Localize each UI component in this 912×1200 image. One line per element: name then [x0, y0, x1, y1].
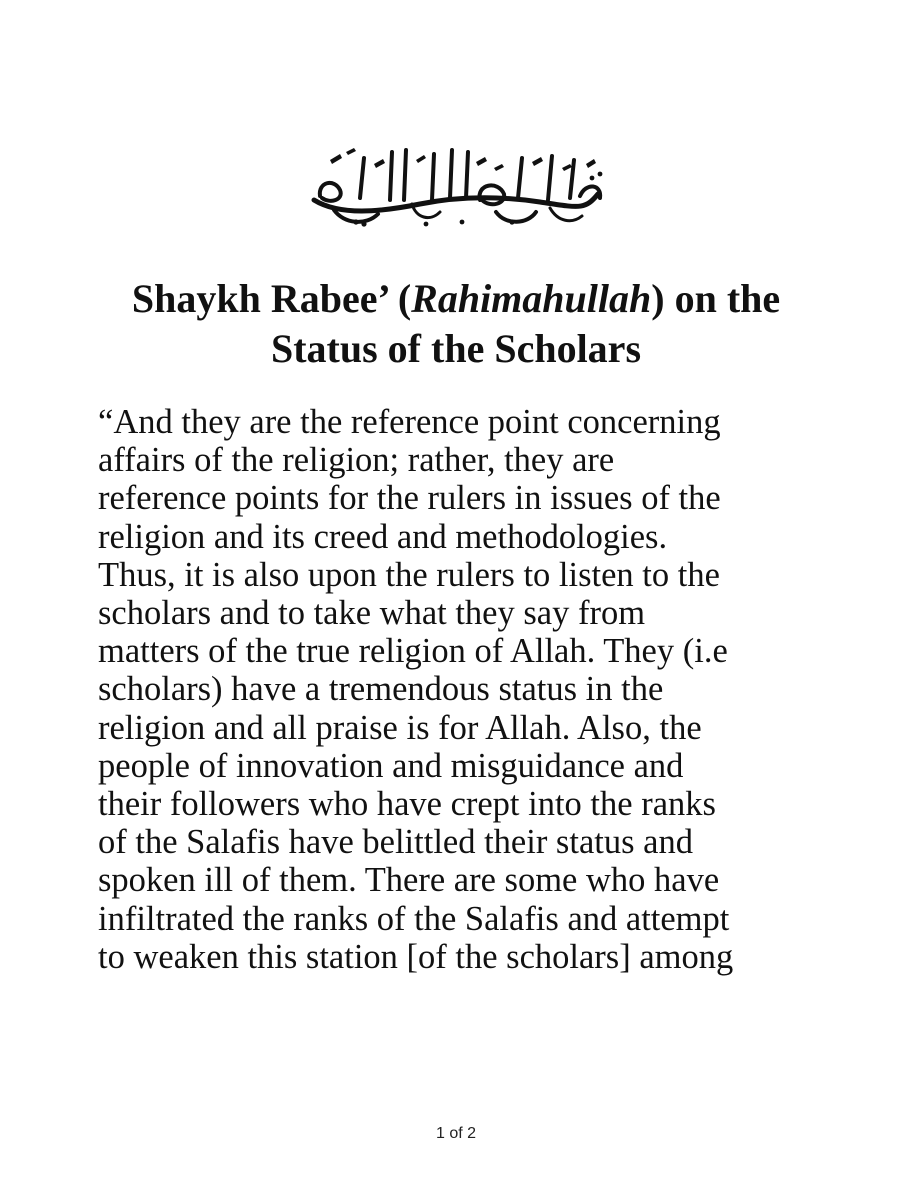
body-line: religion and its creed and methodologies.: [98, 517, 668, 556]
body-line: infiltrated the ranks of the Salafis and attempt: [98, 899, 730, 938]
title-honorific: Rahimahullah: [411, 276, 652, 321]
body-line: their followers who have crept into the ranks: [98, 785, 716, 824]
body-line: Thus, it is also upon the rulers to listen to the: [98, 555, 720, 594]
body-line: religion and all praise is for Allah. Also, the: [98, 708, 702, 747]
title-line2: Status of the Scholars: [270, 326, 642, 371]
body-line: to weaken this station [of the scholars] among: [98, 937, 734, 976]
body-line: “And they are the reference point concerning: [98, 403, 721, 441]
body-line: affairs of the religion; rather, they are: [98, 441, 615, 480]
body-line: scholars) have a tremendous status in the: [98, 670, 664, 709]
body-line: spoken ill of them. There are some who have: [98, 861, 720, 900]
body-line: people of innovation and misguidance and: [98, 746, 684, 785]
document-title: [60, 274, 852, 374]
title-line1-end: ) on the: [651, 276, 781, 321]
title-line1-start: Shaykh Rabee’ (: [131, 276, 412, 321]
quote-body: [98, 403, 828, 976]
body-line: reference points for the rulers in issues of the: [98, 479, 721, 518]
body-line: matters of the true religion of Allah. They (i.e: [98, 632, 728, 671]
basmala-calligraphy: [300, 138, 610, 230]
body-line: scholars and to take what they say from: [98, 594, 646, 633]
page-number: 1 of 2: [435, 1125, 477, 1142]
body-line: of the Salafis have belittled their status and: [98, 823, 693, 862]
